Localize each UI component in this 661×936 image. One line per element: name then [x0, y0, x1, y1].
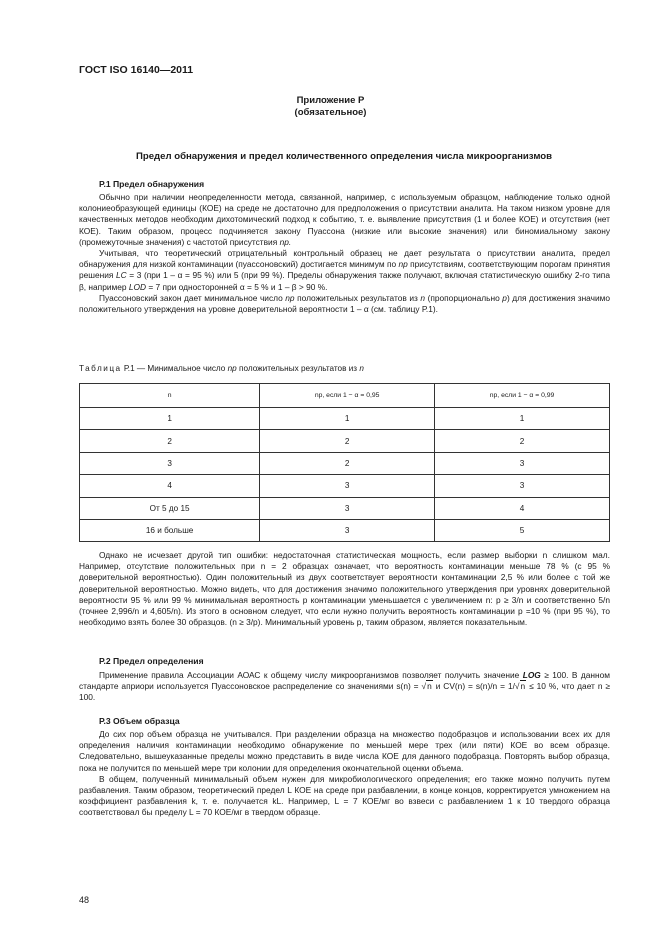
table-row — [80, 452, 610, 474]
results-table — [79, 383, 610, 542]
section-p1 — [79, 178, 610, 315]
section-p1-heading: Р.1 Предел обнаружения — [99, 179, 205, 189]
sqrt-symbol-icon: √ — [421, 681, 427, 692]
main-title: Предел обнаружения и предел количественного определения числа микроорганизмов — [135, 151, 553, 162]
table-header-cell: np, если 1 − α = 0,99 — [435, 384, 610, 408]
table-caption: Таблица Р.1 — Минимальное число np положительных результатов из n — [79, 364, 364, 373]
appendix-status: (обязательное) — [294, 107, 367, 118]
document-header: ГОСТ ISO 16140—2011 — [79, 64, 194, 76]
section-p3-para2: В общем, полученный минимальный объем нужен для микробиологического определения; его также можно получить путем разбавления. Таким образом, теоретический предел L КОЕ на среде при разбавлении, в конце концов, корректируется умножением на коэффициент разбавления k, т. е. получается kL. Например, L = 7 КОЕ/мг во взвеси с разбавлением 1 к 10 твердого образца соответствовал бы пределу L = 70 КОЕ/мг в твердом образце. — [79, 773, 610, 818]
table-header-cell: np, если 1 − α = 0,95 — [260, 384, 435, 408]
table-cell: 1 — [435, 408, 610, 430]
section-p3-para1: До сих пор объем образца не учитывался. При разделении образца на множество подобразцов и использовании всех их для определения наличия контаминации необходимо обнаружение по меньшей мере трех (или пяти) КОЕ во всем образце. Следовательно, вышеуказанные пределы можно представить в виде числа КОЕ для данного подобразца. Повторять выбор образца, пока не получится по меньшей мере три колонии для определения окончательной оценки объема. — [79, 729, 610, 773]
section-p1-para3: Пуассоновский закон дает минимальное число np положительных результатов из n (пропорционально p) для достижения значимо положительного утверждения на уровне доверительной вероятности 1 – α (см. таблицу Р.1). — [79, 292, 611, 315]
table-row — [80, 475, 610, 497]
table-header-cell: n — [80, 384, 260, 408]
table-cell: 2 — [260, 430, 435, 452]
page-number: 48 — [79, 895, 90, 905]
section-p3-heading: Р.3 Объем образца — [99, 716, 180, 726]
table-cell: От 5 до 15 — [80, 497, 260, 519]
table-cell: 3 — [260, 497, 435, 519]
table-cell: 2 — [260, 452, 435, 474]
table-row — [80, 497, 610, 519]
table-cell: 3 — [260, 475, 435, 497]
table-cell: 3 — [80, 452, 260, 474]
sqrt-symbol-icon: √ — [514, 681, 520, 692]
table-cell: 3 — [435, 475, 610, 497]
section-p1-para2: Учитывая, что теоретический отрицательный контрольный образец не дает результата о присутствии аналита, предел обнаружения для низкой контаминации (пуассоновский) достигается минимум по np присутствиям, соответствующим порогам принятия решения LC = 3 (при 1 – α = 95 %) или 5 (при 99 %). Пределы обнаружения также получают, включая статистическую ошибку 2-го типа β, например LOD = 7 при односторонней α = 5 % и 1 – β > 90 %. — [79, 248, 610, 292]
after-table-section — [79, 550, 610, 628]
table-cell: 2 — [435, 430, 610, 452]
appendix-title: Приложение Р — [296, 95, 365, 106]
section-p3 — [79, 715, 610, 819]
section-p2-heading: Р.2 Предел определения — [99, 656, 204, 666]
table-cell: 1 — [80, 408, 260, 430]
appendix-heading — [0, 95, 661, 119]
table-cell: 3 — [260, 519, 435, 541]
table-cell: 4 — [435, 497, 610, 519]
after-table-para: Однако не исчезает другой тип ошибки: недостаточная статистическая мощность, если размер выборки n слишком мал. Например, отсутствие положительных при n = 2 образцах означает, что вероятность контаминации меньше 78 % (с 95 % доверительной вероятностью). Один положительный из двух соответствует вероятности контаминации 2,5 % или более с той же доверительной вероятностью. Можно видеть, что для достижения значимо положительного утверждения при уровнях доверительной вероятности 95 % или 99 % минимальная вероятность р контаминации уменьшается с увеличением n: p ≥ 3/n и соответственно 5/n (точнее 2,996/n и 4,605/n). Из этого в основном следует, что если нужно получить вероятность контаминации р =10 % (при 95 %), то необходимо взять более 30 образцов. (n ≥ 3/p). Минимальный уровень р, таким образом, является показательным. — [79, 550, 610, 628]
table-row — [80, 519, 610, 541]
section-p2-para: Применение правила Ассоциации АОАС к общему числу микроорганизмов позволяет получить значение LOG ≥ 100. В данном стандарте априори используется Пуассоновское распределение со значениями s(n) = √n и CV(n) = s(n)/n = 1/√n ≤ 10 %, что дает n ≥ 100. — [79, 670, 610, 703]
table-cell: 1 — [260, 408, 435, 430]
table-cell: 5 — [435, 519, 610, 541]
table-header-row — [80, 384, 610, 408]
table-cell: 3 — [435, 452, 610, 474]
table-cell: 2 — [80, 430, 260, 452]
table-cell: 4 — [80, 475, 260, 497]
section-p1-para1: Обычно при наличии неопределенности метода, связанной, например, с используемым образцом, наблюдение только одной колониеобразующей единицы (КОЕ) на среде не достаточно для предположения о присутствии аналита. На таком низком уровне для качественных методов необходим дихотомический подход к событию, т. е. выявление присутствия (1 и более КОЕ) и отсутствия (нет КОЕ). Таким образом, процесс подчиняется закону Пуассона (низкие или высокие значения) или биномиальному закону (промежуточные значения) с частотой присутствия np. — [79, 192, 610, 247]
section-p2 — [79, 655, 610, 704]
table-cell: 16 и больше — [80, 519, 260, 541]
table-row — [80, 408, 610, 430]
table-row — [80, 430, 610, 452]
